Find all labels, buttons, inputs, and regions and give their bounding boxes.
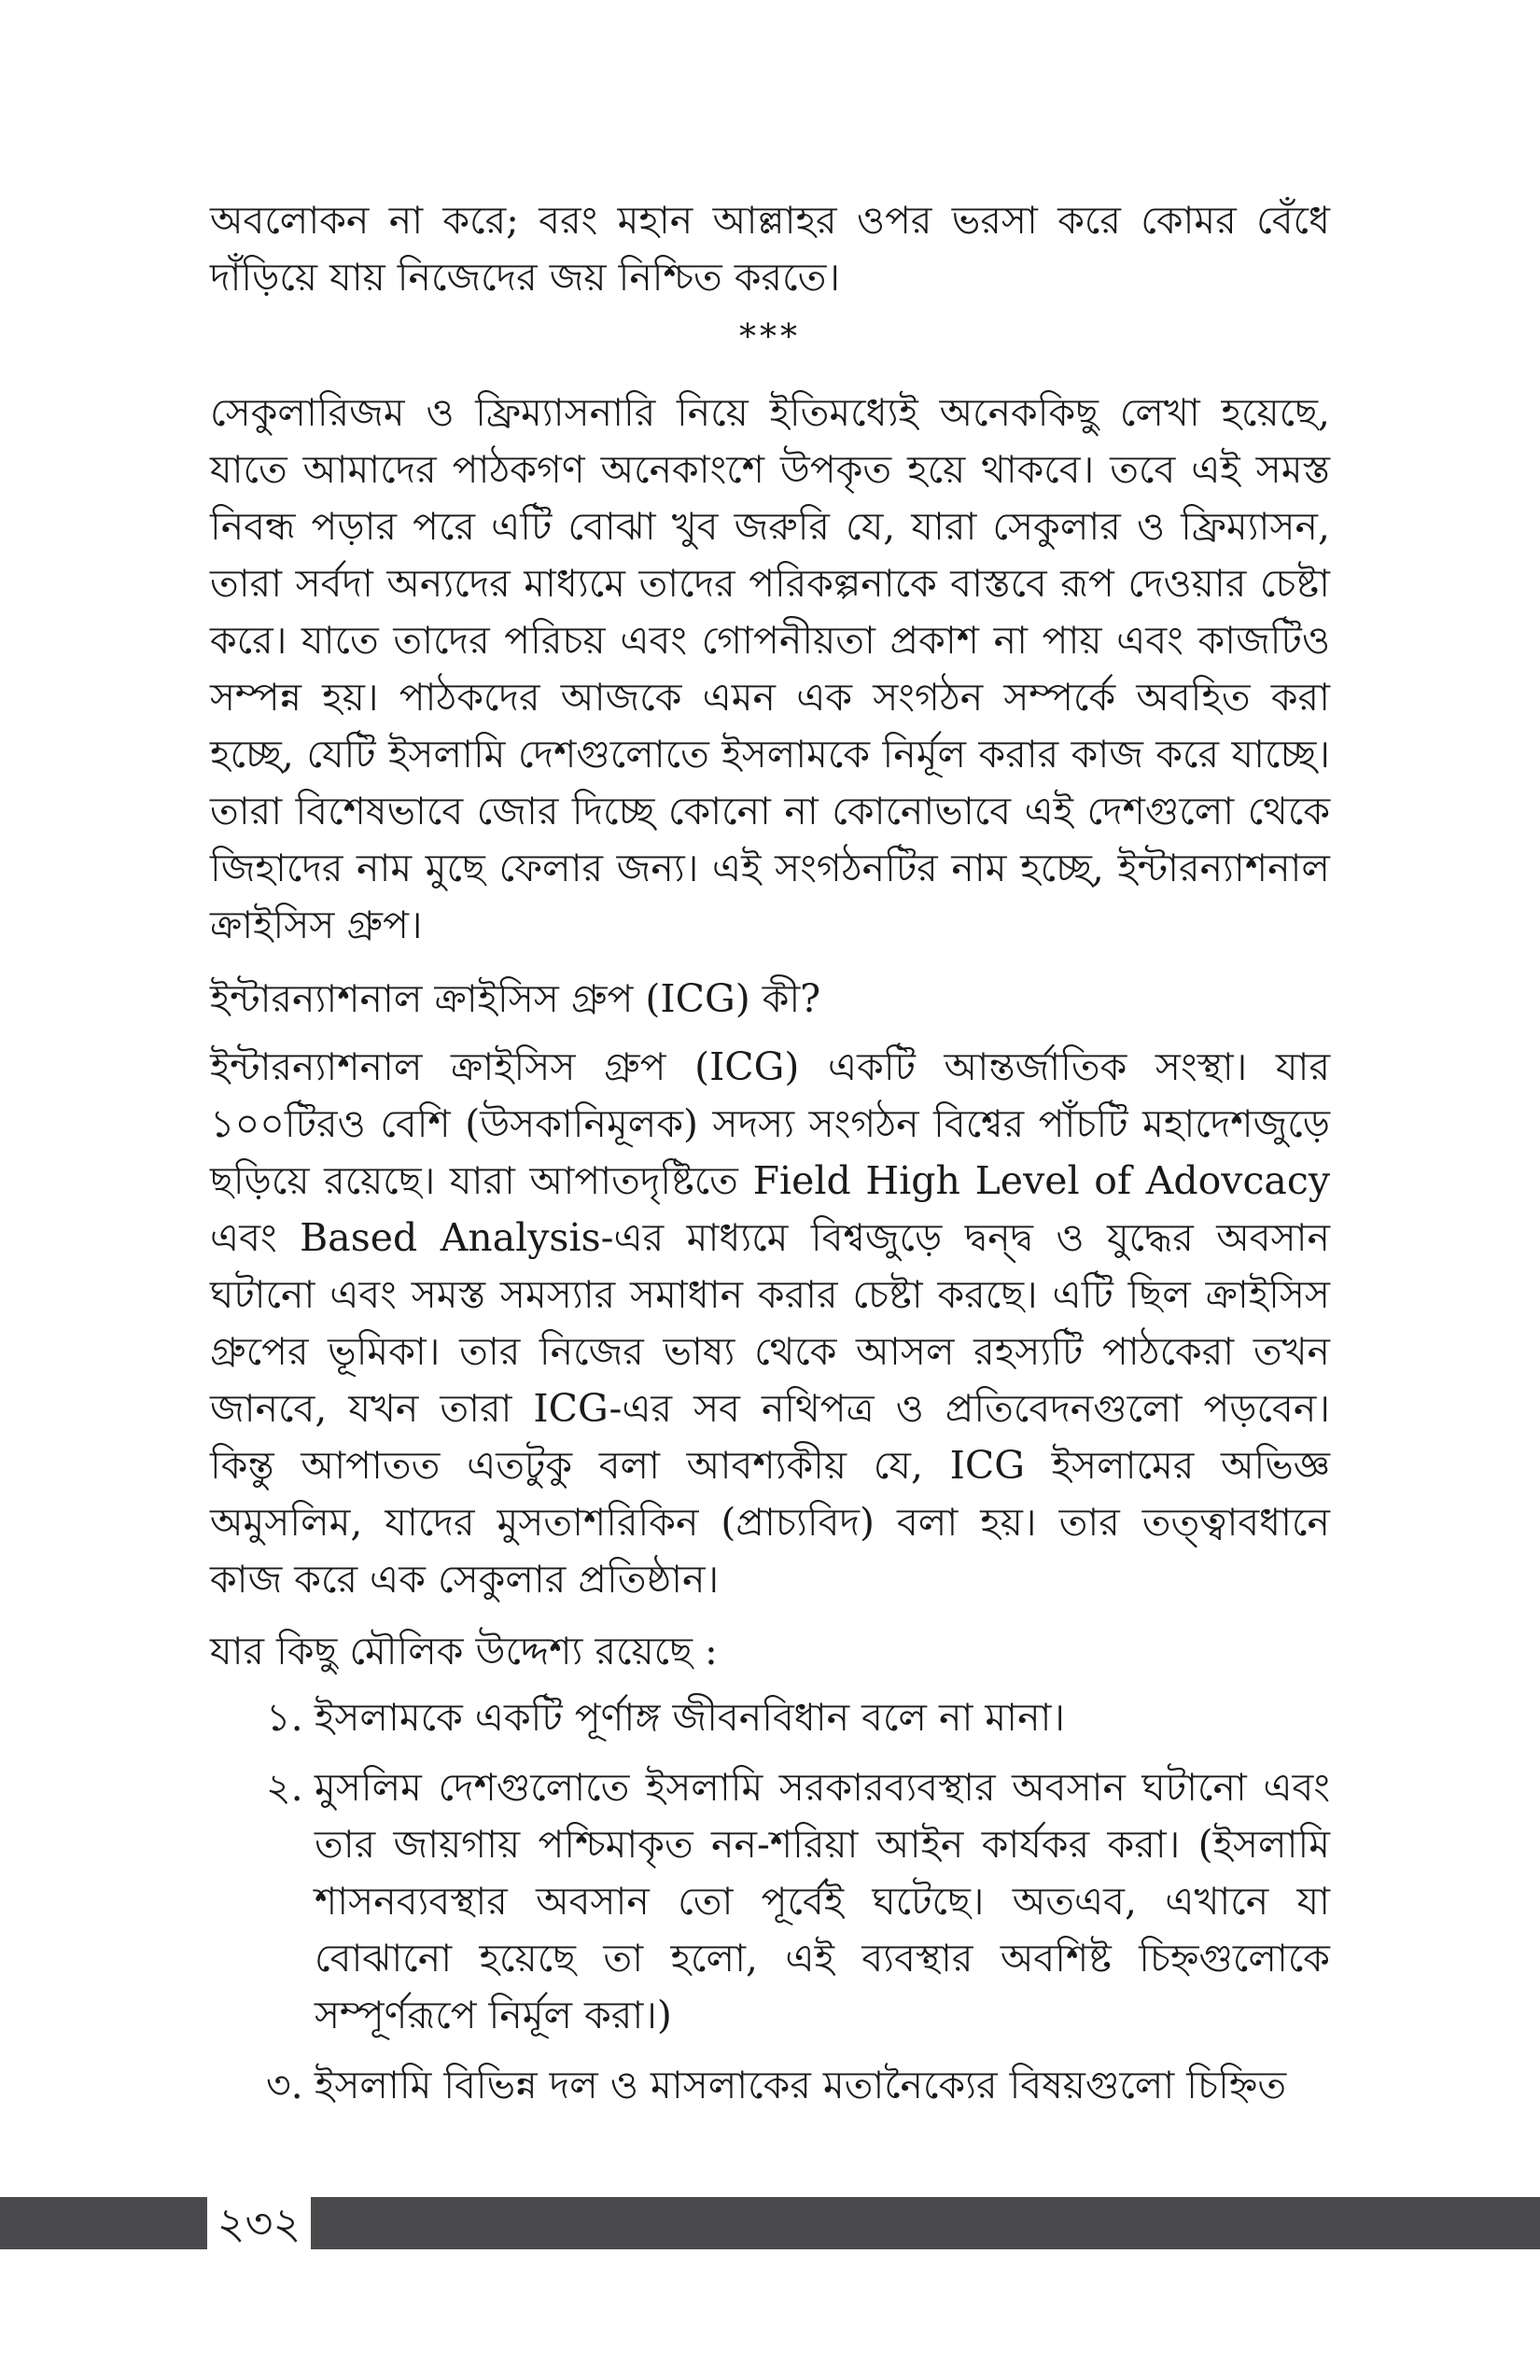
footer-bar-left (0, 2197, 207, 2249)
section-heading: ইন্টারন্যাশনাল ক্রাইসিস গ্রুপ (ICG) কী? (210, 976, 821, 1021)
list-item (266, 1689, 1330, 1746)
objectives-list (210, 1689, 1330, 2114)
list-item-text: মুসলিম দেশগুলোতে ইসলামি সরকারব্যবস্থার অবসান ঘটানো এবং তার জায়গায় পশ্চিমাকৃত নন-শরিয়া আইন কার্যকর করা। (ইসলামি শাসনব্যবস্থার অবসান তো পূর্বেই ঘটেছে। অতএব, এখানে যা বোঝানো হয়েছে তা হলো, এই ব্যবস্থার অবশিষ্ট চিহ্নগুলোকে সম্পূর্ণরূপে নির্মূল করা।) (315, 1765, 1330, 2037)
list-item (266, 1759, 1330, 2044)
list-item-text: ইসলামকে একটি পূর্ণাঙ্গ জীবনবিধান বলে না মানা। (315, 1695, 1066, 1740)
list-item-number: ১. (266, 1695, 303, 1740)
list-item (266, 2057, 1330, 2114)
paragraph-continuation: অবলোকন না করে; বরং মহান আল্লাহর ওপর ভরসা করে কোমর বেঁধে দাঁড়িয়ে যায় নিজেদের জয় নিশ্চিত করতে। (210, 198, 1330, 300)
section-separator: *** (739, 318, 801, 357)
page-body (210, 192, 1330, 2127)
footer-bar-right (311, 2197, 1540, 2249)
paragraph-icg-description: ইন্টারন্যাশনাল ক্রাইসিস গ্রুপ (ICG) একটি আন্তর্জাতিক সংস্থা। যার ১০০টিরও বেশি (উসকানিমূলক) সদস্য সংগঠন বিশ্বের পাঁচটি মহাদেশজুড়ে ছড়িয়ে রয়েছে। যারা আপাতদৃষ্টিতে Field High Level of Adovcacy এবং Based Analysis-এর মাধ্যমে বিশ্বজুড়ে দ্বন্দ্ব ও যুদ্ধের অবসান ঘটানো এবং সমস্ত সমস্যার সমাধান করার চেষ্টা করছে। এটি ছিল ক্রাইসিস গ্রুপের ভূমিকা। তার নিজের ভাষ্য থেকে আসল রহস্যটি পাঠকেরা তখন জানবে, যখন তারা ICG-এর সব নথিপত্র ও প্রতিবেদনগুলো পড়বেন। কিন্তু আপাতত এতটুকু বলা আবশ্যকীয় যে, ICG ইসলামের অভিজ্ঞ অমুসলিম, যাদের মুসতাশরিকিন (প্রাচ্যবিদ) বলা হয়। তার তত্ত্বাবধানে কাজ করে এক সেকুলার প্রতিষ্ঠান। (210, 1044, 1330, 1602)
list-item-number: ৩. (266, 2063, 303, 2107)
list-item-number: ২. (266, 1765, 303, 1810)
list-item-text: ইসলামি বিভিন্ন দল ও মাসলাকের মতানৈক্যের বিষয়গুলো চিহ্নিত (315, 2063, 1287, 2107)
paragraph-objectives-intro: যার কিছু মৌলিক উদ্দেশ্য রয়েছে : (210, 1629, 718, 1673)
paragraph-icg-intro: সেকুলারিজম ও ফ্রিম্যাসনারি নিয়ে ইতিমধ্যেই অনেককিছু লেখা হয়েছে, যাতে আমাদের পাঠকগণ অনেকাংশে উপকৃত হয়ে থাকবে। তবে এই সমস্ত নিবন্ধ পড়ার পরে এটি বোঝা খুব জরুরি যে, যারা সেকুলার ও ফ্রিম্যাসন, তারা সর্বদা অন্যদের মাধ্যমে তাদের পরিকল্পনাকে বাস্তবে রূপ দেওয়ার চেষ্টা করে। যাতে তাদের পরিচয় এবং গোপনীয়তা প্রকাশ না পায় এবং কাজটিও সম্পন্ন হয়। পাঠকদের আজকে এমন এক সংগঠন সম্পর্কে অবহিত করা হচ্ছে, যেটি ইসলামি দেশগুলোতে ইসলামকে নির্মূল করার কাজ করে যাচ্ছে। তারা বিশেষভাবে জোর দিচ্ছে কোনো না কোনোভাবে এই দেশগুলো থেকে জিহাদের নাম মুছে ফেলার জন্য। এই সংগঠনটির নাম হচ্ছে, ইন্টারন্যাশনাল ক্রাইসিস গ্রুপ। (210, 390, 1330, 947)
page-number: ২৩২ (217, 2198, 301, 2248)
